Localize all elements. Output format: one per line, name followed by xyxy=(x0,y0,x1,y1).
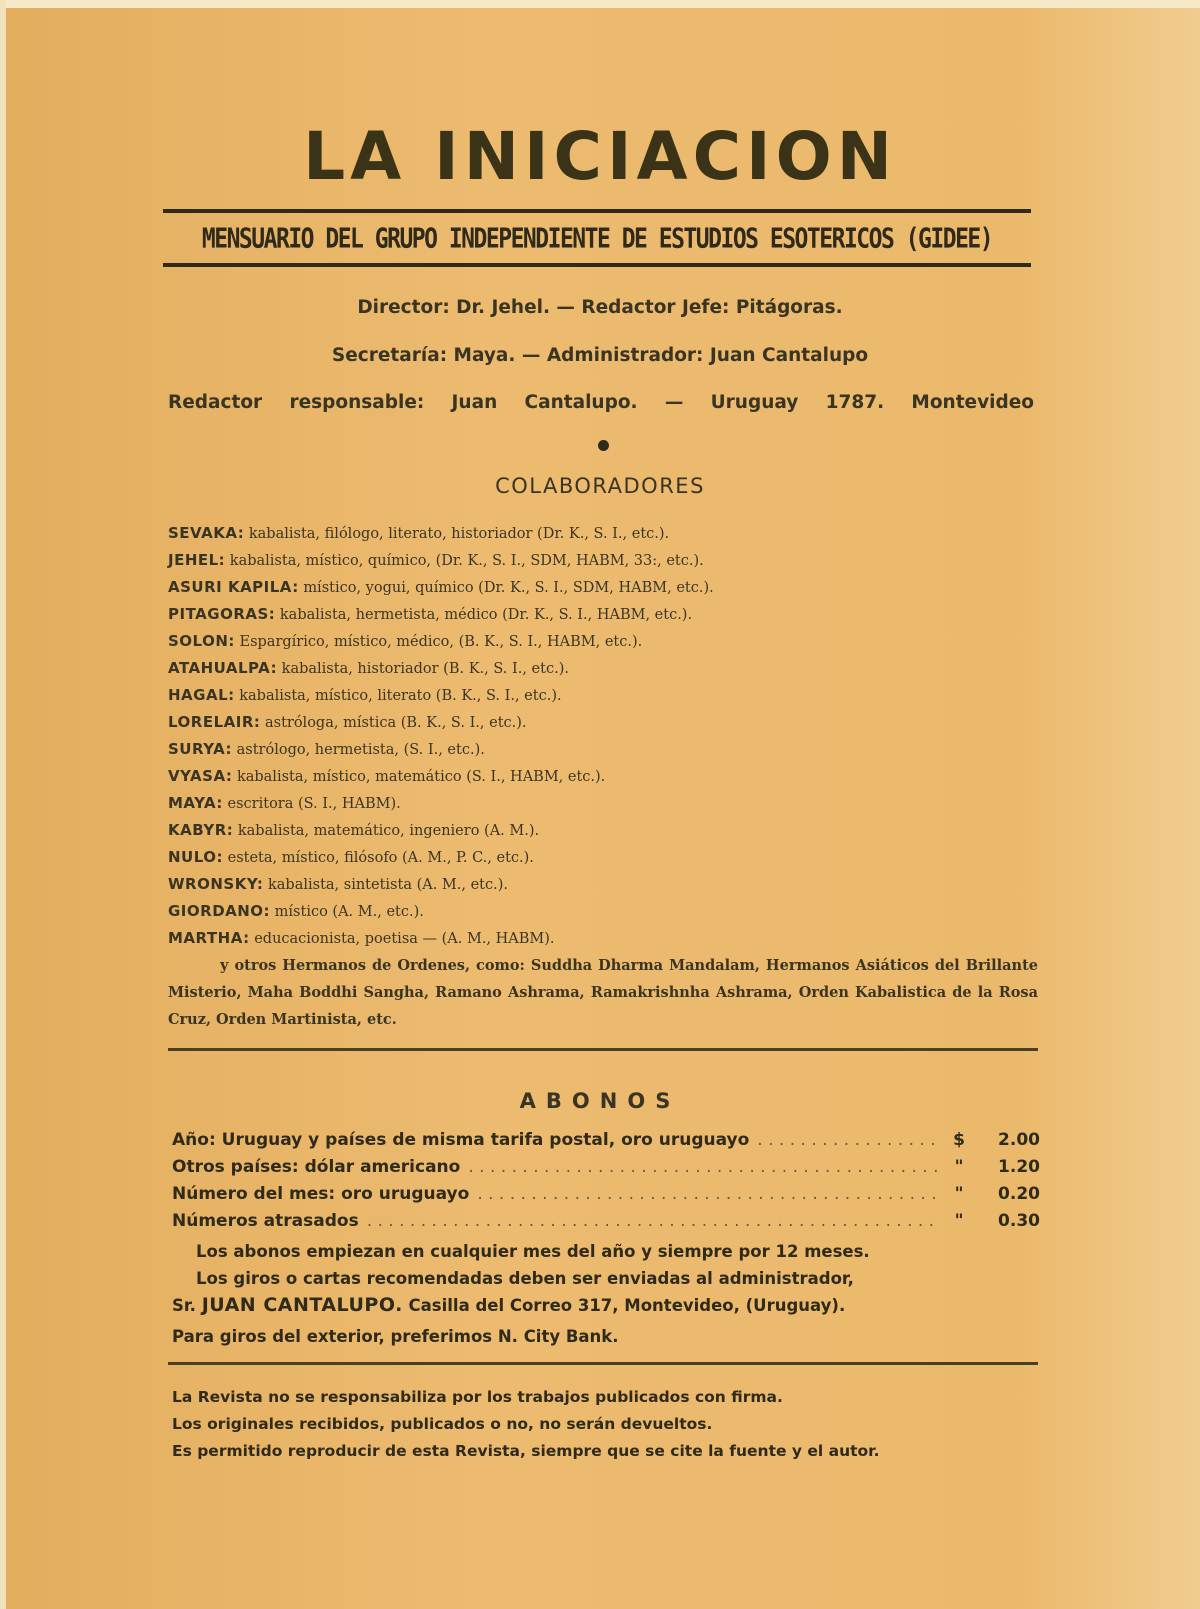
page-edge-top xyxy=(0,0,1200,8)
separator-bullet-icon xyxy=(598,440,609,451)
list-item: ATAHUALPA: kabalista, historiador (B. K., S. I., etc.). xyxy=(168,659,569,677)
staff-line-secretary: Secretaría: Maya. — Administrador: Juan Cantalupo xyxy=(331,345,869,366)
bank-note: Para giros del exterior, preferimos N. City Bank. xyxy=(172,1327,619,1346)
disclaimer-line: La Revista no se responsabiliza por los trabajos publicados con firma. xyxy=(172,1388,783,1406)
page-edge-left xyxy=(0,0,6,1609)
list-item: MARTHA: educacionista, poetisa — (A. M., HABM). xyxy=(168,929,555,947)
masthead-title: LA INICIACION xyxy=(303,118,897,195)
subtitle-band xyxy=(163,209,1031,267)
other-orders-paragraph: y otros Hermanos de Ordenes, como: Suddha Dharma Mandalam, Hermanos Asiáticos del Brillante Misterio, Maha Boddhi Sangha, Ramano Ashrama, Ramakrishnha Ashrama, Orden Kabalistica de la Rosa Cruz, Orden Martinista, etc. xyxy=(168,957,1038,1028)
administrator-address: Sr. JUAN CANTALUPO. Casilla del Correo 317, Montevideo, (Uruguay). xyxy=(172,1294,846,1316)
remittance-note: Los giros o cartas recomendadas deben ser enviadas al administrador, xyxy=(196,1269,854,1288)
colaboradores-list xyxy=(168,520,1038,952)
list-item: HAGAL: kabalista, místico, literato (B. K., S. I., etc.). xyxy=(168,686,562,704)
list-item: KABYR: kabalista, matemático, ingeniero (A. M.). xyxy=(168,821,540,839)
list-item: SURYA: astrólogo, hermetista, (S. I., etc.). xyxy=(168,740,485,758)
staff-line-responsible: Redactor responsable: Juan Cantalupo. — Uruguay 1787. Montevideo xyxy=(168,392,1034,413)
originals-line: Los originales recibidos, publicados o no, no serán devueltos. xyxy=(172,1415,713,1433)
divider-rule xyxy=(168,1048,1038,1051)
divider-rule xyxy=(168,1362,1038,1365)
list-item: MAYA: escritora (S. I., HABM). xyxy=(168,794,401,812)
abonos-heading: ABONOS xyxy=(519,1089,681,1113)
list-item: JEHEL: kabalista, místico, químico, (Dr. K., S. I., SDM, HABM, 33:, etc.). xyxy=(168,551,704,569)
subscription-note: Los abonos empiezan en cualquier mes del año y siempre por 12 meses. xyxy=(196,1242,870,1261)
price-row-monthly-issue: Número del mes: oro uruguayo . . . " 0.20 xyxy=(172,1181,1040,1208)
list-item: GIORDANO: místico (A. M., etc.). xyxy=(168,902,424,920)
list-item: ASURI KAPILA: místico, yogui, químico (Dr. K., S. I., SDM, HABM, etc.). xyxy=(168,578,714,596)
list-item: SEVAKA: kabalista, filólogo, literato, historiador (Dr. K., S. I., etc.). xyxy=(168,524,670,542)
list-item: LORELAIR: astróloga, mística (B. K., S. I., etc.). xyxy=(168,713,527,731)
list-item: WRONSKY: kabalista, sintetista (A. M., etc.). xyxy=(168,875,509,893)
price-row-other-countries: Otros países: dólar americano . . . " 1.20 xyxy=(172,1154,1040,1181)
colaboradores-heading: COLABORADORES xyxy=(495,474,705,498)
staff-line-director: Director: Dr. Jehel. — Redactor Jefe: Pitágoras. xyxy=(357,297,843,318)
list-item: PITAGORAS: kabalista, hermetista, médico (Dr. K., S. I., HABM, etc.). xyxy=(168,605,693,623)
reproduction-line: Es permitido reproducir de esta Revista, siempre que se cite la fuente y el autor. xyxy=(172,1442,880,1460)
price-row-annual: Año: Uruguay y países de misma tarifa postal, oro uruguayo . . . $ 2.00 xyxy=(172,1127,1040,1154)
list-item: VYASA: kabalista, místico, matemático (S. I., HABM, etc.). xyxy=(168,767,606,785)
price-list xyxy=(172,1127,1040,1235)
list-item: SOLON: Espargírico, místico, médico, (B. K., S. I., HABM, etc.). xyxy=(168,632,643,650)
list-item: NULO: esteta, místico, filósofo (A. M., P. C., etc.). xyxy=(168,848,534,866)
price-row-back-issues: Números atrasados . . . " 0.30 xyxy=(172,1208,1040,1235)
masthead-subtitle: MENSUARIO DEL GRUPO INDEPENDIENTE DE ESTUDIOS ESOTERICOS (GIDEE) xyxy=(201,223,993,255)
